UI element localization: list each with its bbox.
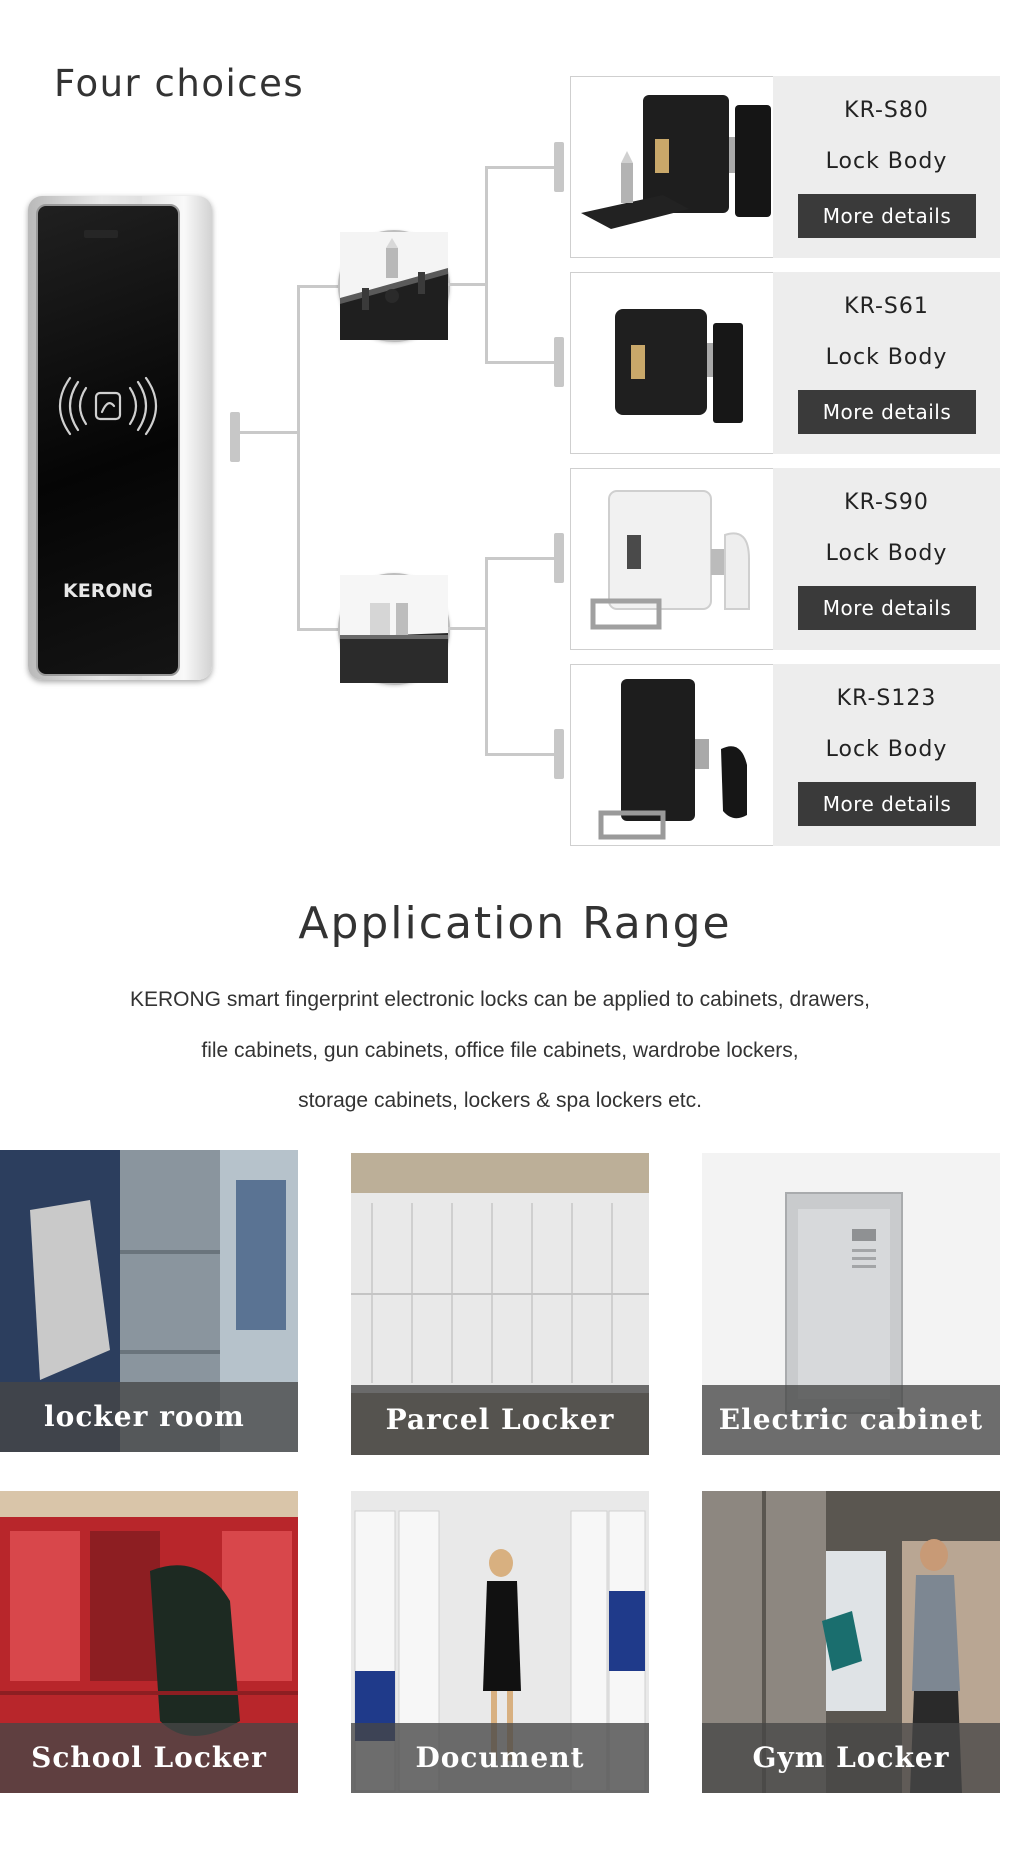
device-front-panel [36,204,180,676]
section-title-four-choices: Four choices [54,62,305,105]
tile-electric-cabinet [702,1153,1000,1455]
product-type: Lock Body [825,737,948,762]
product-card-kr-s90 [773,468,1000,650]
tile-caption: School Locker [0,1723,298,1793]
connector-line [297,285,339,288]
device-brand-logo: KERONG [63,580,153,602]
lock-strike-detail-image [338,230,450,342]
connector-tab-main [230,412,240,462]
product-model: KR-S123 [836,686,937,711]
product-card-kr-s123 [773,664,1000,846]
connector-line [485,557,488,755]
application-description-line-3: storage cabinets, lockers & spa lockers etc. [298,1089,702,1112]
application-range-title: Application Range [298,898,732,949]
more-details-button-kr-s123[interactable]: More details [798,782,976,826]
connector-tab [554,729,564,779]
connector-line [240,431,298,434]
connector-line [485,166,488,363]
tile-caption: locker room [0,1382,298,1452]
product-model: KR-S80 [844,98,929,123]
lock-latch-detail-image [338,573,450,685]
connector-line [485,753,555,756]
connector-tab [554,337,564,387]
product-type: Lock Body [825,345,948,370]
connector-tab [554,533,564,583]
tile-document-cabinet [351,1491,649,1844]
connector-line [297,285,300,630]
more-details-button-kr-s80[interactable]: More details [798,194,976,238]
rfid-lock-device-image [28,196,212,680]
application-description-line-1: KERONG smart fingerprint electronic locks can be applied to cabinets, drawers, [130,988,870,1011]
connector-line [297,628,339,631]
product-image-kr-s90 [570,468,774,650]
application-description-line-2: file cabinets, gun cabinets, office file cabinets, wardrobe lockers, [201,1039,799,1062]
connector-line [485,166,555,169]
device-sensor [84,230,118,238]
connector-line [485,361,555,364]
tile-caption: Gym Locker [702,1723,1000,1793]
product-image-kr-s61 [570,272,774,454]
nfc-card-icon [56,376,160,436]
product-model: KR-S61 [844,294,929,319]
tile-locker-room [0,1150,298,1452]
tile-caption: Parcel Locker [351,1385,649,1455]
connector-line [485,557,555,560]
tile-caption: Electric cabinet [702,1385,1000,1455]
product-card-kr-s61 [773,272,1000,454]
more-details-button-kr-s61[interactable]: More details [798,390,976,434]
connector-line [448,283,486,286]
tile-school-locker [0,1491,298,1793]
product-image-kr-s123 [570,664,774,846]
connector-line [448,627,486,630]
product-type: Lock Body [825,149,948,174]
product-card-kr-s80 [773,76,1000,258]
tile-caption: Document cabinet [351,1723,649,1793]
product-type: Lock Body [825,541,948,566]
more-details-button-kr-s90[interactable]: More details [798,586,976,630]
tile-parcel-locker [351,1153,649,1455]
product-image-kr-s80 [570,76,774,258]
product-model: KR-S90 [844,490,929,515]
connector-tab [554,142,564,192]
tile-gym-locker [702,1491,1000,1793]
